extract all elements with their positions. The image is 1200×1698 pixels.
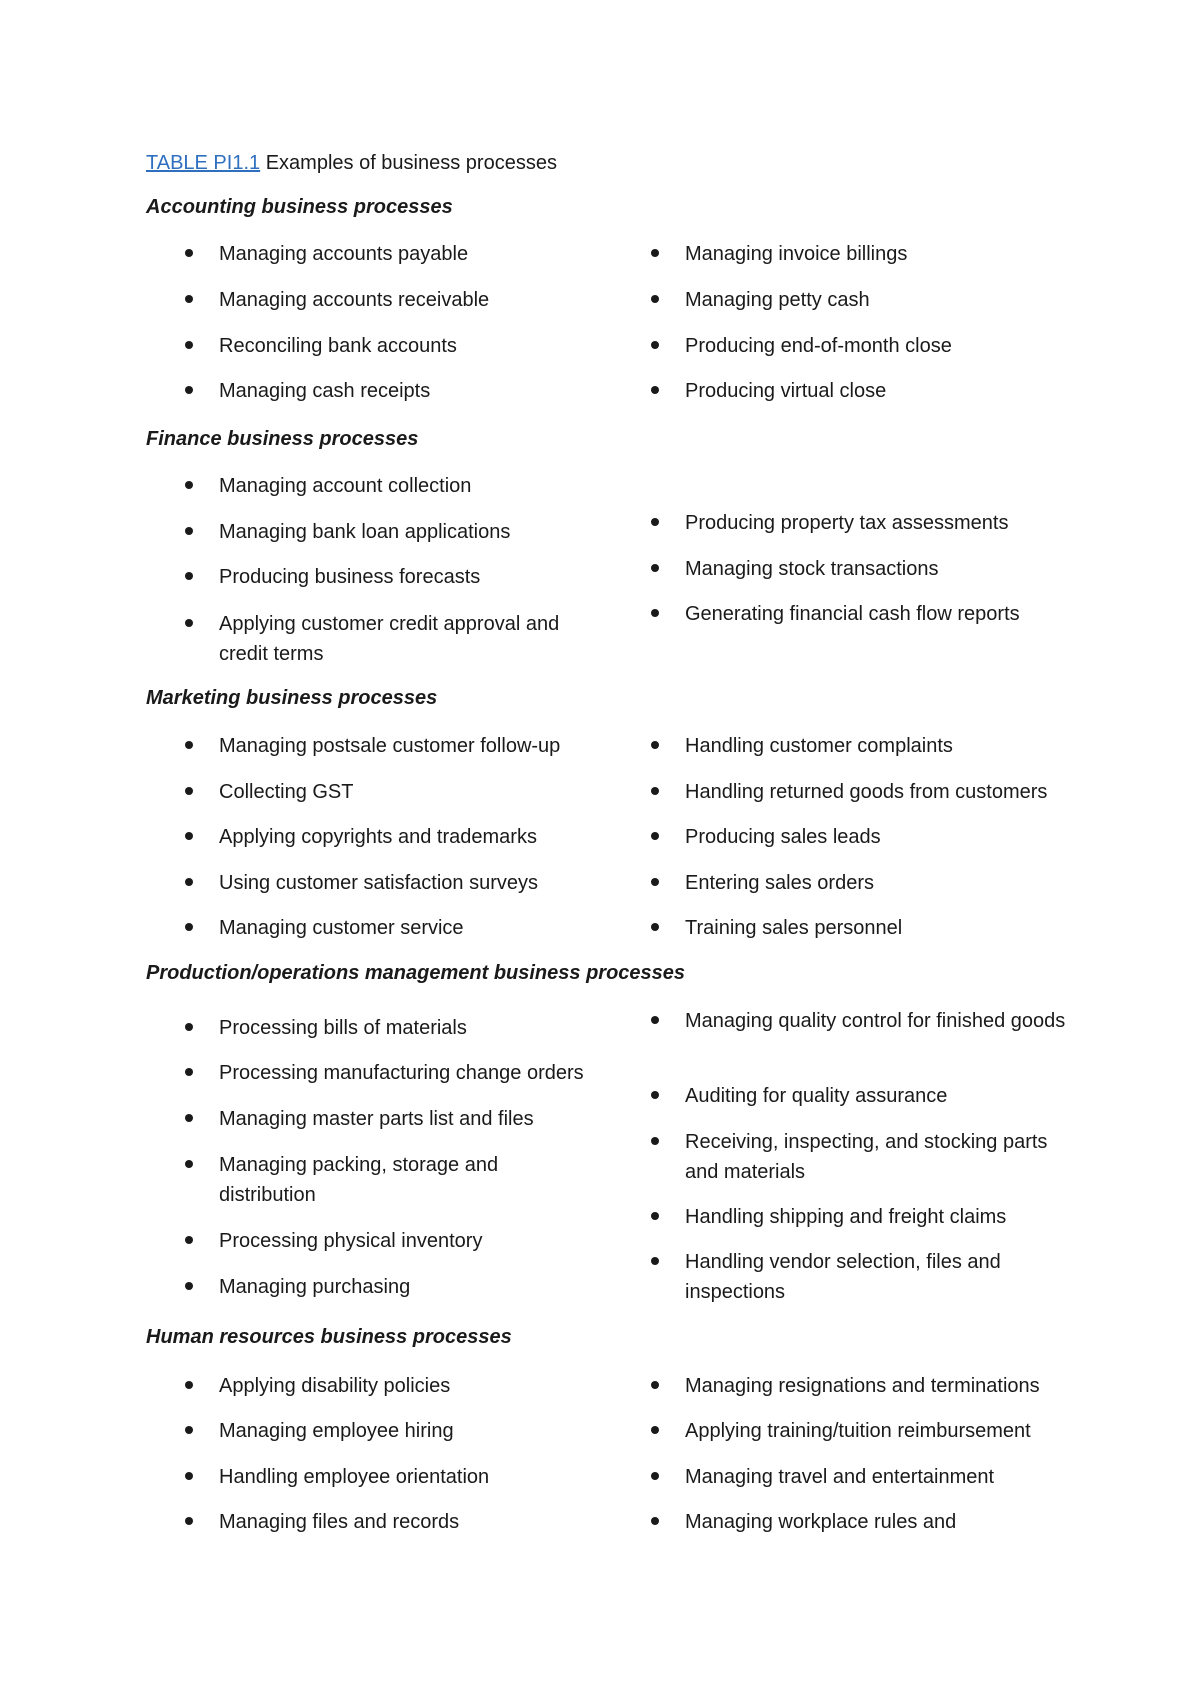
list-item: Managing stock transactions bbox=[685, 558, 939, 580]
list-item: Managing packing, storage and distribution bbox=[219, 1154, 499, 1206]
list-item: Entering sales orders bbox=[685, 872, 874, 894]
bullet-icon bbox=[651, 564, 659, 572]
list-item: Applying disability policies bbox=[219, 1375, 451, 1397]
list-item: Producing sales leads bbox=[685, 826, 881, 848]
list-item: Managing invoice billings bbox=[685, 243, 908, 265]
bullet-icon bbox=[185, 787, 193, 795]
list-item: Applying customer credit approval and credit terms bbox=[219, 613, 560, 665]
bullet-icon bbox=[185, 619, 193, 627]
bullet-icon bbox=[185, 1517, 193, 1525]
bullet-icon bbox=[651, 923, 659, 931]
list-item: Managing cash receipts bbox=[219, 380, 431, 402]
bullet-icon bbox=[651, 518, 659, 526]
list-item: Handling returned goods from customers bbox=[685, 781, 1048, 803]
list-item: Managing workplace rules and bbox=[685, 1511, 957, 1533]
bullet-icon bbox=[185, 1282, 193, 1290]
list-item: Using customer satisfaction surveys bbox=[219, 872, 539, 894]
list-item: Auditing for quality assurance bbox=[685, 1085, 948, 1107]
bullet-icon bbox=[185, 1236, 193, 1244]
section-heading-marketing: Marketing business processes bbox=[146, 687, 438, 709]
bullet-icon bbox=[185, 1023, 193, 1031]
bullet-icon bbox=[651, 609, 659, 617]
list-item: Producing business forecasts bbox=[219, 566, 481, 588]
bullet-icon bbox=[651, 1257, 659, 1265]
section-heading-human-resources: Human resources business processes bbox=[146, 1326, 512, 1348]
bullet-icon bbox=[651, 1426, 659, 1434]
list-item: Managing customer service bbox=[219, 917, 464, 939]
table-reference-link[interactable]: TABLE PI1.1 bbox=[146, 152, 261, 174]
bullet-icon bbox=[651, 741, 659, 749]
bullet-icon bbox=[185, 295, 193, 303]
list-item: Collecting GST bbox=[219, 781, 354, 803]
section-heading-finance: Finance business processes bbox=[146, 428, 419, 450]
bullet-icon bbox=[185, 878, 193, 886]
bullet-icon bbox=[185, 386, 193, 394]
bullet-icon bbox=[185, 1426, 193, 1434]
list-item: Handling employee orientation bbox=[219, 1466, 490, 1488]
list-item: Managing purchasing bbox=[219, 1276, 411, 1298]
bullet-icon bbox=[651, 878, 659, 886]
list-item: Managing resignations and terminations bbox=[685, 1375, 1040, 1397]
list-item: Reconciling bank accounts bbox=[219, 335, 457, 357]
list-item: Handling shipping and freight claims bbox=[685, 1206, 1007, 1228]
list-item: Managing postsale customer follow-up bbox=[219, 735, 561, 757]
list-item: Managing bank loan applications bbox=[219, 521, 511, 543]
list-item: Managing employee hiring bbox=[219, 1420, 454, 1442]
table-caption bbox=[146, 150, 557, 176]
section-heading-accounting: Accounting business processes bbox=[146, 196, 453, 218]
list-item: Applying training/tuition reimbursement bbox=[685, 1420, 1031, 1442]
list-item: Receiving, inspecting, and stocking parts and materials bbox=[685, 1131, 1048, 1183]
bullet-icon bbox=[651, 249, 659, 257]
bullet-icon bbox=[651, 832, 659, 840]
bullet-icon bbox=[185, 481, 193, 489]
list-item: Managing quality control for finished goods bbox=[685, 1010, 1066, 1032]
bullet-icon bbox=[651, 1472, 659, 1480]
list-item: Generating financial cash flow reports bbox=[685, 603, 1020, 625]
bullet-icon bbox=[185, 741, 193, 749]
table-caption-text: Examples of business processes bbox=[260, 152, 557, 174]
bullet-icon bbox=[185, 1381, 193, 1389]
list-item: Producing property tax assessments bbox=[685, 512, 1009, 534]
bullet-icon bbox=[185, 572, 193, 580]
bullet-icon bbox=[651, 1381, 659, 1389]
bullet-icon bbox=[185, 1472, 193, 1480]
bullet-icon bbox=[651, 341, 659, 349]
bullet-icon bbox=[185, 1160, 193, 1168]
list-item: Training sales personnel bbox=[685, 917, 903, 939]
bullet-icon bbox=[185, 341, 193, 349]
section-heading-production: Production/operations management business processes bbox=[146, 962, 686, 984]
bullet-icon bbox=[651, 386, 659, 394]
bullet-icon bbox=[185, 923, 193, 931]
bullet-icon bbox=[651, 787, 659, 795]
list-item: Managing accounts receivable bbox=[219, 289, 490, 311]
bullet-icon bbox=[651, 1137, 659, 1145]
bullet-icon bbox=[651, 1091, 659, 1099]
bullet-icon bbox=[185, 527, 193, 535]
list-item: Managing account collection bbox=[219, 475, 472, 497]
list-item: Producing end-of-month close bbox=[685, 335, 952, 357]
list-item: Producing virtual close bbox=[685, 380, 887, 402]
list-item: Handling customer complaints bbox=[685, 735, 953, 757]
list-item: Managing accounts payable bbox=[219, 243, 469, 265]
list-item: Managing travel and entertainment bbox=[685, 1466, 995, 1488]
bullet-icon bbox=[185, 1114, 193, 1122]
bullet-icon bbox=[651, 1016, 659, 1024]
list-item: Processing manufacturing change orders bbox=[219, 1062, 584, 1084]
bullet-icon bbox=[185, 832, 193, 840]
list-item: Processing bills of materials bbox=[219, 1017, 467, 1039]
list-item: Applying copyrights and trademarks bbox=[219, 826, 537, 848]
list-item: Handling vendor selection, files and inspections bbox=[685, 1251, 1001, 1303]
bullet-icon bbox=[651, 295, 659, 303]
bullet-icon bbox=[185, 1068, 193, 1076]
list-item: Managing petty cash bbox=[685, 289, 870, 311]
list-item: Managing files and records bbox=[219, 1511, 460, 1533]
bullet-icon bbox=[651, 1517, 659, 1525]
list-item: Processing physical inventory bbox=[219, 1230, 483, 1252]
bullet-icon bbox=[185, 249, 193, 257]
list-item: Managing master parts list and files bbox=[219, 1108, 534, 1130]
bullet-icon bbox=[651, 1212, 659, 1220]
